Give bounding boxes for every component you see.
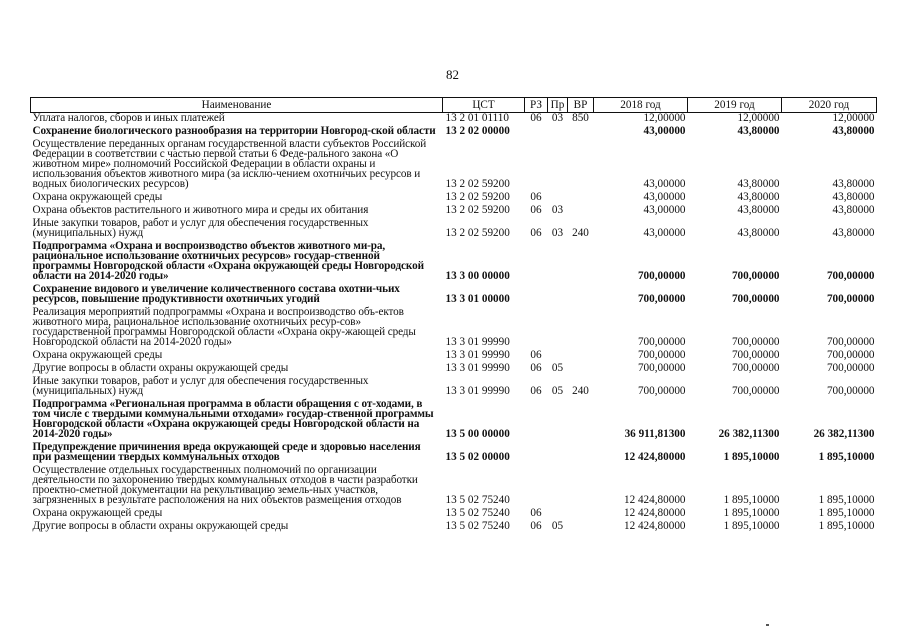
cell-2019: 700,00000: [731, 336, 780, 348]
cell-2020: 43,80000: [832, 227, 875, 239]
cell-2020: 26 382,11300: [813, 428, 875, 440]
cell-2020: 700,00000: [826, 336, 875, 348]
cell-rz: [525, 462, 548, 505]
cell-pr: 05: [551, 520, 564, 532]
cell-2020: 1 895,10000: [818, 507, 875, 519]
cell-pr: [548, 396, 568, 439]
cell-vr: 850: [572, 112, 589, 124]
table-body: [31, 113, 877, 532]
table-row: [31, 439, 877, 462]
cell-cst: 13 3 01 99990: [445, 385, 510, 397]
cell-cst: 13 2 02 59200: [445, 227, 510, 239]
cell-2019: 1 895,10000: [723, 494, 780, 506]
cell-2020: 1 895,10000: [818, 494, 875, 506]
table-row: [31, 505, 877, 518]
header-2018: 2018 год: [594, 98, 688, 113]
page-number: 82: [446, 67, 459, 82]
cell-cst: 13 5 00 00000: [445, 428, 510, 440]
cell-2020: 43,80000: [832, 125, 875, 137]
table-row: [31, 123, 877, 136]
cell-2018: 12 424,80000: [623, 494, 686, 506]
scan-speck: [766, 624, 769, 626]
cell-cst: 13 3 01 99990: [445, 349, 510, 361]
table-row: [31, 215, 877, 238]
header-rz: РЗ: [525, 98, 548, 113]
cell-vr: [568, 518, 594, 531]
cell-2019: 43,80000: [737, 125, 780, 137]
cell-name: Охрана окружающей среды: [32, 349, 163, 361]
cell-cst: 13 5 02 00000: [445, 451, 510, 463]
budget-table-container: [30, 97, 876, 531]
cell-name: Осуществление переданных органам государственной власти субъектов Российской Федерации в соответствии с частью первой статьи 6 Феде-рального закона «О животном мире» полномочий Российской Федерации в области охраны и использования объектов животного мира (за исклю-чением охотничьих ресурсов и водных биологических ресурсов): [32, 138, 427, 190]
table-row: [31, 373, 877, 396]
cell-pr: [548, 347, 568, 360]
cell-2020: 700,00000: [826, 349, 875, 361]
cell-2019: 26 382,11300: [718, 428, 780, 440]
table-row: [31, 396, 877, 439]
cell-name: Иные закупки товаров, работ и услуг для обеспечения государственных (муниципальных) нужд: [32, 217, 369, 239]
cell-name: Подпрограмма «Региональная программа в области обращения с от-ходами, в том числе с твердыми коммунальными отходами» государ-ственной программы Новгородской области «Охрана окружающей среды Новгородской области на 2014-2020 годы»: [32, 398, 434, 440]
header-2019: 2019 год: [688, 98, 782, 113]
cell-rz: 06: [530, 520, 542, 532]
cell-2019: 700,00000: [731, 293, 780, 305]
cell-2020: 700,00000: [826, 270, 875, 282]
cell-name: Уплата налогов, сборов и иных платежей: [32, 112, 225, 124]
cell-2019: 700,00000: [731, 385, 780, 397]
cell-rz: [525, 396, 548, 439]
cell-2019: 1 895,10000: [723, 507, 780, 519]
cell-rz: [525, 281, 548, 304]
cell-pr: [548, 281, 568, 304]
table-row: [31, 518, 877, 531]
cell-name: Сохранение видового и увеличение количественного состава охотни-чьих ресурсов, повышение продуктивности охотничьих угодий: [32, 283, 400, 305]
cell-name: Осуществление отдельных государственных полномочий по организации деятельности по захоронению твердых коммунальных отходов в части разработки проектно-сметной документации на рекультивацию земель-ных участков, загрязненных в результате расположения на них объектов размещения отходов: [32, 464, 418, 506]
cell-cst: 13 3 01 99990: [445, 336, 510, 348]
cell-pr: [548, 439, 568, 462]
cell-name: Подпрограмма «Охрана и воспроизводство объектов животного ми-ра, рациональное использование охотничьих ресурсов» государ-ственной программы Новгородской области «Охрана окружающей среды Новгородской области на 2014-2020 годы»: [32, 240, 424, 282]
cell-2019: 43,80000: [737, 204, 780, 216]
cell-cst: 13 5 02 75240: [445, 494, 510, 506]
cell-2019: 700,00000: [731, 362, 780, 374]
cell-name: Другие вопросы в области охраны окружающей среды: [32, 362, 289, 374]
cell-vr: [568, 505, 594, 518]
cell-2018: 43,00000: [643, 178, 686, 190]
cell-2018: 36 911,81300: [624, 428, 686, 440]
cell-2018: 700,00000: [637, 385, 686, 397]
cell-cst: 13 5 02 75240: [445, 507, 510, 519]
cell-cst: 13 2 02 59200: [445, 204, 510, 216]
table-row: [31, 238, 877, 281]
table-header-row: [31, 98, 877, 113]
cell-2019: 12,00000: [737, 112, 780, 124]
cell-cst: 13 3 01 00000: [445, 293, 510, 305]
cell-2018: 12,00000: [643, 112, 686, 124]
cell-pr: [548, 462, 568, 505]
cell-2018: 12 424,80000: [623, 451, 686, 463]
cell-rz: [525, 304, 548, 347]
budget-table: [30, 97, 877, 531]
cell-2018: 12 424,80000: [623, 507, 686, 519]
cell-vr: [568, 439, 594, 462]
cell-pr: 03: [551, 204, 564, 216]
cell-2018: 700,00000: [637, 270, 686, 282]
cell-2018: 43,00000: [643, 125, 686, 137]
cell-rz: [525, 123, 548, 136]
cell-cst: 13 5 02 75240: [445, 520, 510, 532]
cell-rz: 06: [530, 507, 542, 519]
header-name: Наименование: [31, 98, 443, 113]
cell-2018: 43,00000: [643, 204, 686, 216]
cell-rz: 06: [530, 385, 542, 397]
header-vr: ВР: [568, 98, 594, 113]
cell-rz: [525, 238, 548, 281]
cell-cst: 13 2 02 59200: [445, 191, 510, 203]
cell-cst: 13 2 01 01110: [445, 112, 509, 124]
cell-pr: [548, 189, 568, 202]
cell-2019: 700,00000: [731, 349, 780, 361]
cell-2019: 700,00000: [731, 270, 780, 282]
table-row: [31, 304, 877, 347]
cell-2019: 1 895,10000: [723, 451, 780, 463]
cell-2018: 700,00000: [637, 336, 686, 348]
table-row: [31, 189, 877, 202]
cell-2020: 700,00000: [826, 293, 875, 305]
cell-vr: 240: [572, 385, 589, 397]
cell-rz: 06: [530, 191, 542, 203]
cell-name: Охрана окружающей среды: [32, 191, 163, 203]
cell-cst: 13 2 02 00000: [445, 125, 510, 137]
cell-vr: [568, 123, 594, 136]
cell-2018: 700,00000: [637, 293, 686, 305]
cell-2019: 43,80000: [737, 178, 780, 190]
cell-vr: [568, 136, 594, 189]
table-row: [31, 202, 877, 215]
cell-2018: 700,00000: [637, 349, 686, 361]
header-pr: Пр: [548, 98, 568, 113]
cell-rz: 06: [530, 362, 542, 374]
cell-pr: [548, 238, 568, 281]
cell-cst: 13 3 01 99990: [445, 362, 510, 374]
cell-2019: 43,80000: [737, 227, 780, 239]
table-row: [31, 462, 877, 505]
cell-name: Другие вопросы в области охраны окружающей среды: [32, 520, 289, 532]
cell-rz: 06: [530, 349, 542, 361]
cell-vr: [568, 202, 594, 215]
table-row: [31, 360, 877, 373]
cell-2018: 43,00000: [643, 227, 686, 239]
cell-2018: 700,00000: [637, 362, 686, 374]
cell-2020: 12,00000: [832, 112, 875, 124]
cell-cst: 13 2 02 59200: [445, 178, 510, 190]
cell-rz: 06: [530, 112, 542, 124]
cell-2020: 700,00000: [826, 385, 875, 397]
cell-name: Охрана объектов растительного и животного мира и среды их обитания: [32, 204, 369, 216]
cell-2018: 43,00000: [643, 191, 686, 203]
cell-rz: 06: [530, 204, 542, 216]
cell-2020: 1 895,10000: [818, 520, 875, 532]
cell-rz: [525, 439, 548, 462]
cell-vr: [568, 462, 594, 505]
cell-rz: 06: [530, 227, 542, 239]
cell-pr: 03: [551, 227, 564, 239]
cell-2020: 43,80000: [832, 178, 875, 190]
cell-2020: 1 895,10000: [818, 451, 875, 463]
cell-vr: [568, 347, 594, 360]
cell-name: Охрана окружающей среды: [32, 507, 163, 519]
cell-name: Реализация мероприятий подпрограммы «Охрана и воспроизводство объ-ектов животного мира, рациональное использование охотничьих ресур-сов» государственной программы Новгородской области «Охрана окру-жающей среды Новгородской области на 2014-2020 годы»: [32, 306, 416, 348]
cell-2020: 700,00000: [826, 362, 875, 374]
cell-pr: [548, 505, 568, 518]
header-cst: ЦСТ: [443, 98, 525, 113]
cell-vr: [568, 396, 594, 439]
cell-2019: 1 895,10000: [723, 520, 780, 532]
cell-2020: 43,80000: [832, 204, 875, 216]
cell-name: Предупреждение причинения вреда окружающей среде и здоровью населения при размещении твердых коммунальных отходов: [32, 441, 421, 463]
cell-2020: 43,80000: [832, 191, 875, 203]
cell-pr: [548, 123, 568, 136]
cell-2018: 12 424,80000: [623, 520, 686, 532]
cell-vr: [568, 238, 594, 281]
cell-rz: [525, 136, 548, 189]
table-row: [31, 281, 877, 304]
cell-pr: 05: [551, 385, 564, 397]
cell-name: Иные закупки товаров, работ и услуг для обеспечения государственных (муниципальных) нужд: [32, 375, 369, 397]
cell-vr: [568, 360, 594, 373]
table-row: [31, 136, 877, 189]
table-row: [31, 347, 877, 360]
table-row: [31, 113, 877, 124]
header-2020: 2020 год: [782, 98, 877, 113]
cell-vr: [568, 281, 594, 304]
cell-pr: [548, 136, 568, 189]
cell-pr: [548, 304, 568, 347]
cell-pr: 03: [551, 112, 564, 124]
cell-vr: [568, 304, 594, 347]
cell-vr: [568, 189, 594, 202]
cell-pr: 05: [551, 362, 564, 374]
cell-vr: 240: [572, 227, 589, 239]
cell-cst: 13 3 00 00000: [445, 270, 510, 282]
cell-2019: 43,80000: [737, 191, 780, 203]
cell-name: Сохранение биологического разнообразия на территории Новгород-ской области: [32, 125, 436, 137]
